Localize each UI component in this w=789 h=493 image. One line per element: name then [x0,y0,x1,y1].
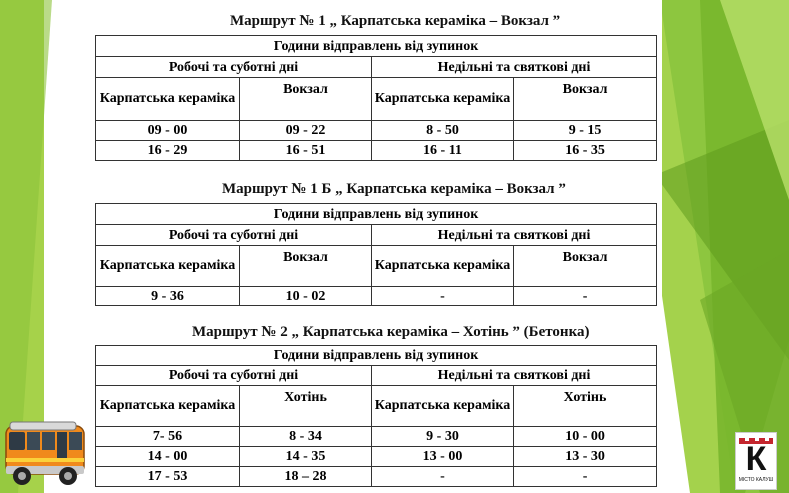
table-row [96,467,657,487]
time-cell: 9 - 36 [96,287,240,306]
time-cell: 13 - 30 [514,447,657,467]
city-logo [735,432,777,490]
logo-caption: МІСТО КАЛУШ [738,477,774,483]
route-1b-table [95,203,657,306]
time-cell: 16 - 11 [372,141,514,161]
table-row [96,121,657,141]
table-row [96,287,657,306]
table-header: Години відправлень від зупинок [96,204,657,225]
time-cell: 16 - 29 [96,141,240,161]
group-header-holidays: Недільні та святкові дні [372,57,657,78]
time-cell: 14 - 35 [240,447,372,467]
time-cell: 7- 56 [96,427,240,447]
route-1-title: Маршрут № 1 „ Карпатська кераміка – Вокзал ” [230,13,561,29]
route-2-title: Маршрут № 2 „ Карпатська кераміка – Хотінь ” (Бетонка) [192,324,590,340]
column-header: Хотінь [240,386,372,427]
time-cell: 8 - 34 [240,427,372,447]
time-cell: 13 - 00 [372,447,514,467]
time-cell: 10 - 00 [514,427,657,447]
time-cell: 16 - 35 [514,141,657,161]
time-cell: 9 - 30 [372,427,514,447]
bus-icon [4,418,88,488]
group-header-workdays: Робочі та суботні дні [96,57,372,78]
time-cell: 09 - 00 [96,121,240,141]
time-cell: - [514,467,657,487]
column-header: Вокзал [514,246,657,287]
table-header: Години відправлень від зупинок [96,36,657,57]
column-header: Карпатська кераміка [96,386,240,427]
column-header: Хотінь [514,386,657,427]
time-cell: 17 - 53 [96,467,240,487]
time-cell: 10 - 02 [240,287,372,306]
column-header: Карпатська кераміка [372,78,514,121]
table-row [96,427,657,447]
column-header: Вокзал [514,78,657,121]
column-header: Карпатська кераміка [372,386,514,427]
time-cell: 18 – 28 [240,467,372,487]
route-2-table [95,345,657,487]
column-header: Вокзал [240,246,372,287]
table-row [96,141,657,161]
column-header: Вокзал [240,78,372,121]
time-cell: 09 - 22 [240,121,372,141]
logo-letter: К [745,440,767,478]
route-1-table [95,35,657,161]
time-cell: - [514,287,657,306]
time-cell: 14 - 00 [96,447,240,467]
route-1b-title: Маршрут № 1 Б „ Карпатська кераміка – Вокзал ” [222,181,566,197]
time-cell: - [372,467,514,487]
group-header-workdays: Робочі та суботні дні [96,366,372,386]
column-header: Карпатська кераміка [96,246,240,287]
group-header-holidays: Недільні та святкові дні [372,225,657,246]
time-cell: - [372,287,514,306]
column-header: Карпатська кераміка [372,246,514,287]
column-header: Карпатська кераміка [96,78,240,121]
group-header-workdays: Робочі та суботні дні [96,225,372,246]
table-row [96,447,657,467]
group-header-holidays: Недільні та святкові дні [372,366,657,386]
time-cell: 16 - 51 [240,141,372,161]
time-cell: 8 - 50 [372,121,514,141]
time-cell: 9 - 15 [514,121,657,141]
table-header: Години відправлень від зупинок [96,346,657,366]
